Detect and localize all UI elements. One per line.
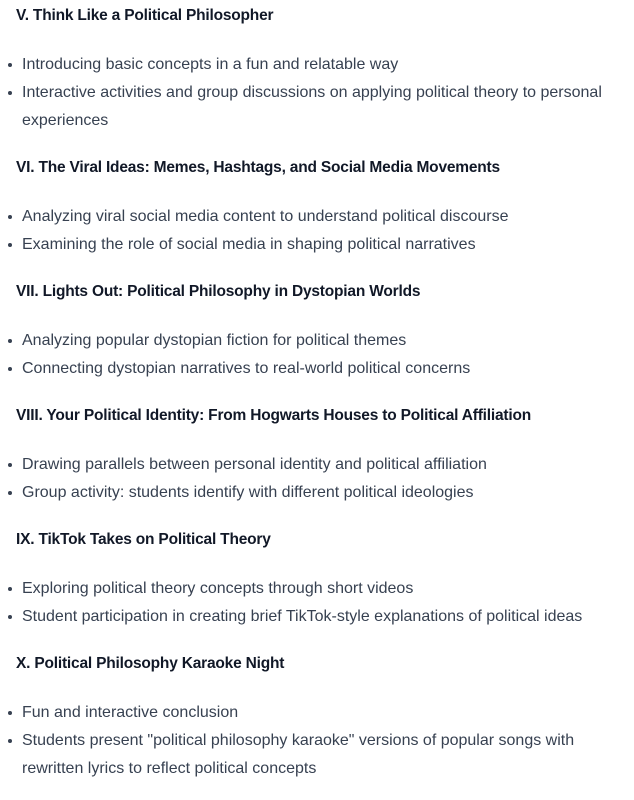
- list-item-text: Connecting dystopian narratives to real-world political concerns: [22, 360, 471, 377]
- bullet-list: [0, 451, 620, 507]
- bullet-icon: [8, 91, 12, 95]
- list-item-text: Students present "political philosophy karaoke" versions of popular songs with rewritten lyrics to reflect political concepts: [22, 732, 575, 777]
- bullet-icon: [8, 711, 12, 715]
- list-item: [0, 479, 620, 507]
- section-heading: VI. The Viral Ideas: Memes, Hashtags, and Social Media Movements: [16, 159, 500, 176]
- list-item-text: Analyzing popular dystopian fiction for political themes: [22, 332, 407, 349]
- bullet-icon: [8, 63, 12, 67]
- list-item: [0, 203, 620, 231]
- bullet-list: [0, 51, 620, 135]
- list-item: [0, 79, 620, 135]
- bullet-list: [0, 327, 620, 383]
- list-item-text: Student participation in creating brief TikTok-style explanations of political ideas: [22, 608, 583, 625]
- section-heading: VII. Lights Out: Political Philosophy in Dystopian Worlds: [16, 283, 421, 300]
- section-heading: X. Political Philosophy Karaoke Night: [16, 655, 285, 672]
- list-item-text: Exploring political theory concepts through short videos: [22, 580, 414, 597]
- bullet-icon: [8, 615, 12, 619]
- list-item: [0, 575, 620, 603]
- section-heading: V. Think Like a Political Philosopher: [16, 7, 274, 24]
- list-item: [0, 355, 620, 383]
- list-item: [0, 231, 620, 259]
- list-item: [0, 603, 620, 631]
- bullet-icon: [8, 339, 12, 343]
- list-item-text: Drawing parallels between personal identity and political affiliation: [22, 456, 487, 473]
- bullet-icon: [8, 587, 12, 591]
- section-heading: VIII. Your Political Identity: From Hogwarts Houses to Political Affiliation: [16, 407, 532, 424]
- list-item: [0, 451, 620, 479]
- bullet-icon: [8, 215, 12, 219]
- section-heading: IX. TikTok Takes on Political Theory: [16, 531, 271, 548]
- bullet-icon: [8, 243, 12, 247]
- bullet-list: [0, 203, 620, 259]
- list-item-text: Fun and interactive conclusion: [22, 704, 239, 721]
- list-item-text: Examining the role of social media in shaping political narratives: [22, 236, 476, 253]
- bullet-list: [0, 699, 620, 783]
- list-item-text: Analyzing viral social media content to understand political discourse: [22, 208, 509, 225]
- list-item: [0, 727, 620, 783]
- bullet-icon: [8, 367, 12, 371]
- list-item-text: Introducing basic concepts in a fun and relatable way: [22, 56, 399, 73]
- list-item-text: Interactive activities and group discussions on applying political theory to personal experiences: [22, 84, 602, 129]
- list-item-text: Group activity: students identify with different political ideologies: [22, 484, 474, 501]
- list-item: [0, 51, 620, 79]
- bullet-icon: [8, 491, 12, 495]
- list-item: [0, 327, 620, 355]
- bullet-icon: [8, 463, 12, 467]
- bullet-list: [0, 575, 620, 631]
- bullet-icon: [8, 739, 12, 743]
- list-item: [0, 699, 620, 727]
